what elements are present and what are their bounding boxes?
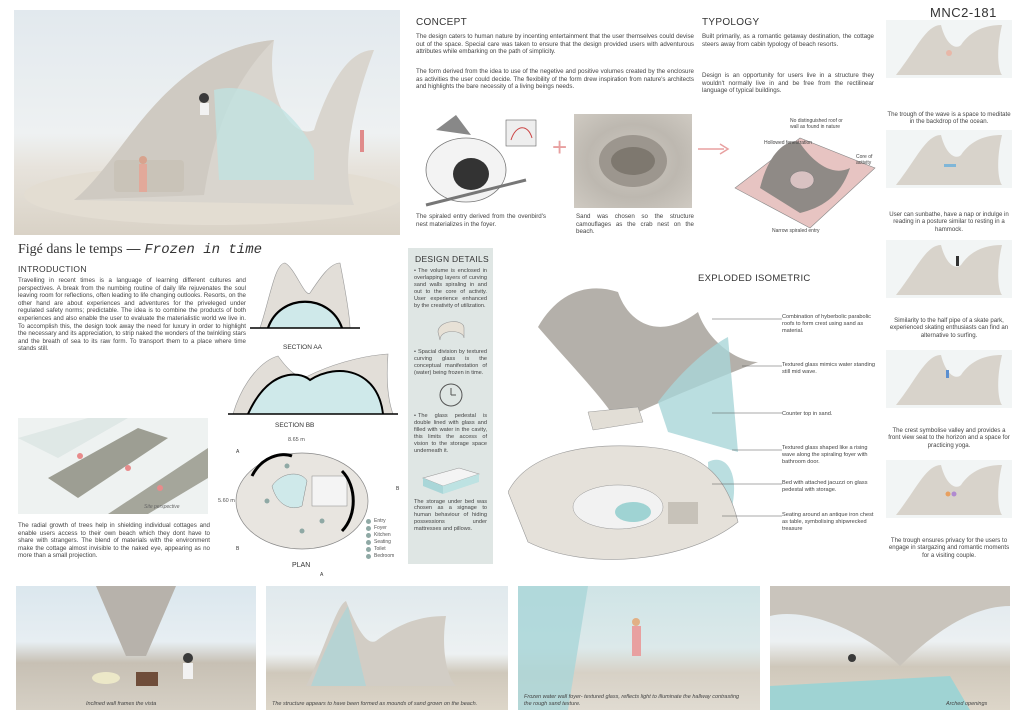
side-card-meditate [886,20,1012,126]
side-card-yoga [886,350,1012,449]
legend-label: Toilet [374,546,386,552]
legend-item [366,518,394,525]
typology-p2: Design is an opportunity for users live in a structure they wouldn't normally live in and be free from the rectilinear language of typical buildings. [702,72,874,95]
site-perspective-image [18,418,208,514]
plan-marker-b-left: B [236,546,240,552]
bed-icon [408,455,493,499]
wave-trough-illustration [886,20,1012,78]
legend-label: Kitchen [374,532,391,538]
legend-dot [366,533,371,538]
mounds-illustration [266,586,508,710]
exploded-label-glass-wave: Textured glass mimics water standing still mid wave. [782,362,875,375]
bottom-caption-3: Frozen water wall foyer- textured glass, reflects light to illuminate the hallway contrasting the rough sand texture. [524,694,740,707]
legend-dot [366,540,371,545]
section-bb-drawing [228,350,398,422]
legend-item [366,539,394,546]
plan-label: PLAN [292,562,311,569]
project-title [18,240,262,258]
plan-dim-height: 5.60 m [218,498,235,504]
concept-p2: The form derived from the idea to use of the negetive and positive volumes created by the enclosure as activities the user could decide. The flexibility of the form drew inspiration from nature's architects and highlights the bare necessity of a living beings needs. [416,68,694,91]
crab-illustration [574,114,692,208]
plan-marker-a-top: A [236,449,240,455]
section-aa-drawing [250,258,360,338]
side-card-skate [886,240,1012,339]
introduction-heading: INTRODUCTION [18,264,87,274]
exploded-label-foyer-glass: Textured glass shaped like a rising wave along the spiraling foyer with bathroom door. [782,445,868,465]
side-text-5: The trough ensures privacy for the users to engage in stargazing and romantic moments for a visiting couple. [888,537,1010,559]
plan-drawing [232,446,372,556]
concept-p1: The design caters to human nature by incenting entertainment that the user themselves could devise out of the space. Special care was taken to ensure that the design provided users with adventurous attributes while embarking on the path of simplicity. [416,33,694,56]
crab-nest-image [574,114,692,208]
skate-illustration [886,240,1012,298]
legend-item [366,532,394,539]
curved-wall-icon [408,309,493,349]
side-text-2: User can sunbathe, have a nap or indulge in reading in a posture similar to resting in a hammock. [889,211,1009,233]
side-card-sunbathe [886,130,1012,233]
exploded-leader-lines [712,314,782,554]
legend-label: Bedroom [374,553,395,559]
typology-label-core: Core of activity [856,154,873,166]
legend-label: Foyer [374,525,387,531]
typology-label-narrow: Narrow spiraled entry [772,228,820,234]
hero-structure-illustration [14,10,400,235]
design-details-heading: DESIGN DETAILS [415,254,489,264]
legend-label: Entry [374,518,386,524]
bottom-render-frozen-wall [518,586,760,710]
sunbathe-illustration [886,130,1012,188]
plan-illustration [232,446,372,556]
side-card-stargazing [886,460,1012,559]
legend-label: Seating [374,539,391,545]
title-sub: Frozen in time [144,242,263,258]
legend-dot [366,519,371,524]
clock-icon [408,377,493,413]
site-body: The radial growth of trees help in shielding individual cottages and enable users access to their own beach which they dont have to share with strangers. The blend of materials with the environment make the cottage almost invisible to the naked eye, appearing as no more than a small projection. [18,522,210,560]
typology-heading: TYPOLOGY [702,17,760,28]
bottom-render-arched [770,586,1010,710]
hero-render [14,10,400,235]
frozen-wall-illustration [518,586,760,710]
side-text-1: The trough of the wave is a space to meditate in the backdrop of the ocean. [887,111,1011,126]
exploded-label-seating: Seating around an antique iron chest as table, symbolising shipwrecked treasure [782,512,874,532]
arrow-right-icon [698,142,730,156]
plan-marker-a-bottom: A [320,572,324,578]
vista-illustration [16,586,256,710]
bottom-render-vista [16,586,256,710]
site-perspective-label: Site perspective [144,504,180,510]
title-main: Figé dans le temps [18,242,123,257]
legend-item [366,525,394,532]
exploded-heading: EXPLODED ISOMETRIC [698,273,811,284]
concept-heading: CONCEPT [416,17,467,28]
arched-illustration [770,586,1010,710]
sheet-code: MNC2-181 [930,5,997,20]
exploded-label-roof: Combination of hyberbolic parabolic roofs to form crest using sand as material. [782,314,871,334]
design-details-p3: • The glass pedestal is double lined with glass and filled with water in the cavity, this limits the access of vision to the storage space underneath it. [408,413,493,454]
legend-dot [366,547,371,552]
stargazing-illustration [886,460,1012,518]
bottom-caption-1: Inclined wall frames the vista [86,701,157,707]
design-details-p2: • Spacial division by textured curving glass is the conceptual manifestation of (water) being frozen in time. [408,349,493,377]
section-aa-label: SECTION AA [283,344,323,351]
typology-diagram [730,118,880,234]
ovenbird-nest-sketch [416,110,556,210]
typology-label-roof: No distinguished roof or wall as found in nature [790,118,843,130]
arrow-to-typology [698,142,730,156]
ovenbird-caption: The spiraled entry derived from the ovenbird's nest materializes in the foyer. [416,213,546,228]
legend-item [366,546,394,553]
crab-caption: Sand was chosen so the structure camouflages as the crab nest on the beach. [576,213,694,236]
site-aerial-illustration [18,418,208,514]
design-details-p1: • The volume is enclosed in overlapping layers of curving sand walls spiraling in and out to the core of activity. User experience enhanced by the creativity of utilization. [408,268,493,309]
side-text-3: Similarity to the half pipe of a skate park, experienced skating enthusiasts can find an alternative to surfing. [889,317,1009,339]
plan-marker-b-right: B [396,486,400,492]
legend-item [366,553,394,560]
ovenbird-illustration [416,110,556,210]
typology-illustration [730,118,880,234]
introduction-body: Travelling in recent times is a language of learning different cultures and perspectives. A break from the numbing routine of daily life rejuvenates the soul leaving room for reflections, often leading to life changing outlooks. Resorts, on the other hand are about experiences and adventures for the priveleged under regulated safety norms; predictable. The idea is to combine the products of both experiences and also enable the user to evaluate the materialistic world we live in. To accomplish this, the design took away the need for luxury in order to highlight the necessary and its appreciation, to strip naked the wonders of the twinkling stars and the breath of sea to its raw form. To transport them to a place where time stands still. [18,277,246,353]
side-text-4: The crest symbolise valley and provides a front view seat to the horizon and a space for practicing yoga. [888,427,1010,449]
legend-dot [366,554,371,559]
plan-legend [366,518,394,560]
bottom-render-mounds [266,586,508,710]
section-bb-label: SECTION BB [275,422,315,429]
section-aa-illustration [250,258,360,338]
typology-p1: Built primarily, as a romantic getaway destination, the cottage steers away from cabin typology of beach resorts. [702,33,874,48]
yoga-illustration [886,350,1012,408]
bottom-caption-2: The structure appears to have been formed as mounds of sand grown on the beach. [272,701,478,707]
plan-dim-width: 8.65 m [288,437,305,443]
legend-dot [366,526,371,531]
section-bb-illustration [228,350,398,422]
design-details-panel [408,248,493,564]
concept-plus: + [552,132,568,162]
exploded-label-bed: Bed with attached jacuzzi on glass pedestal with storage. [782,480,868,493]
design-details-p4: The storage under bed was chosen as a signage to human behaviour of hiding possessions under mattresses and pillows. [414,498,487,533]
typology-label-hollowed: Hollowed fenestration [764,140,813,146]
bottom-caption-4: Arched openings [946,701,988,707]
exploded-label-counter: Counter top in sand. [782,411,833,417]
title-dash: — [122,240,145,256]
